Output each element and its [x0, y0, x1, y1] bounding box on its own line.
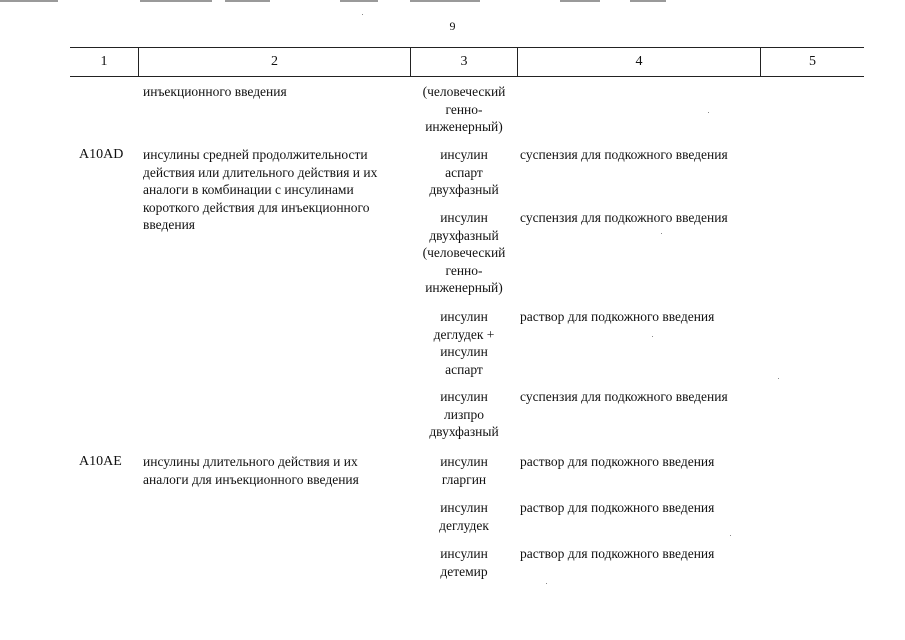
drug-name-text: (человеческий генно- инженерный) [422, 84, 506, 134]
scan-speck [661, 233, 662, 234]
dosage-form: суспензия для подкожного введения [520, 389, 728, 404]
drug-name [412, 453, 516, 488]
group-description: инсулины длительного действия и их аналоги для инъекционного введения [143, 454, 359, 487]
column-header-2: 2 [271, 54, 278, 69]
dosage-form: суспензия для подкожного введения [520, 147, 728, 162]
scan-artifact [225, 0, 270, 2]
dosage-form: раствор для подкожного введения [520, 309, 715, 324]
atc-code: A10AE [79, 454, 122, 469]
drug-name [412, 83, 516, 136]
scan-artifact [0, 0, 58, 2]
scan-artifact [140, 0, 212, 2]
scan-artifact [340, 0, 378, 2]
scan-artifact [630, 0, 666, 2]
scan-speck [730, 535, 731, 536]
drug-name [412, 146, 516, 199]
dosage-form: раствор для подкожного введения [520, 546, 715, 561]
drug-name-text: инсулин детемир [440, 546, 488, 579]
column-header-4: 4 [635, 54, 643, 69]
page-number: 9 [449, 19, 456, 33]
scan-artifact [560, 0, 600, 2]
drug-name [412, 209, 516, 297]
scan-artifact [410, 0, 480, 2]
dosage-form: суспензия для подкожного введения [520, 210, 728, 225]
column-header-1: 1 [100, 54, 108, 69]
drug-name [412, 388, 516, 441]
atc-code: A10AD [79, 147, 124, 162]
table-header-rule [70, 76, 864, 77]
drug-name [412, 499, 516, 534]
scan-speck [362, 14, 363, 15]
dosage-form: раствор для подкожного введения [520, 500, 715, 515]
drug-name-text: инсулин деглудек [439, 500, 489, 533]
column-header-5: 5 [809, 54, 816, 69]
drug-name [412, 308, 516, 378]
column-header-3: 3 [460, 54, 468, 69]
drug-name-text: инсулин лизпро двухфазный [429, 389, 499, 439]
scan-speck [778, 378, 779, 379]
group-description: инсулины средней продолжительности действия или длительного действия и их аналоги в комбинации с инсулинами короткого действия для инъекционного введения [143, 147, 378, 232]
drug-name-text: инсулин деглудек + инсулин аспарт [433, 309, 495, 377]
drug-name [412, 545, 516, 580]
scan-speck [652, 336, 653, 337]
scan-speck [708, 112, 709, 113]
drug-name-text: инсулин двухфазный (человеческий генно- инженерный) [422, 210, 506, 295]
drug-name-text: инсулин гларгин [440, 454, 488, 487]
group-description: инъекционного введения [143, 84, 287, 99]
scan-speck [546, 583, 547, 584]
dosage-form: раствор для подкожного введения [520, 454, 715, 469]
drug-name-text: инсулин аспарт двухфазный [429, 147, 499, 197]
